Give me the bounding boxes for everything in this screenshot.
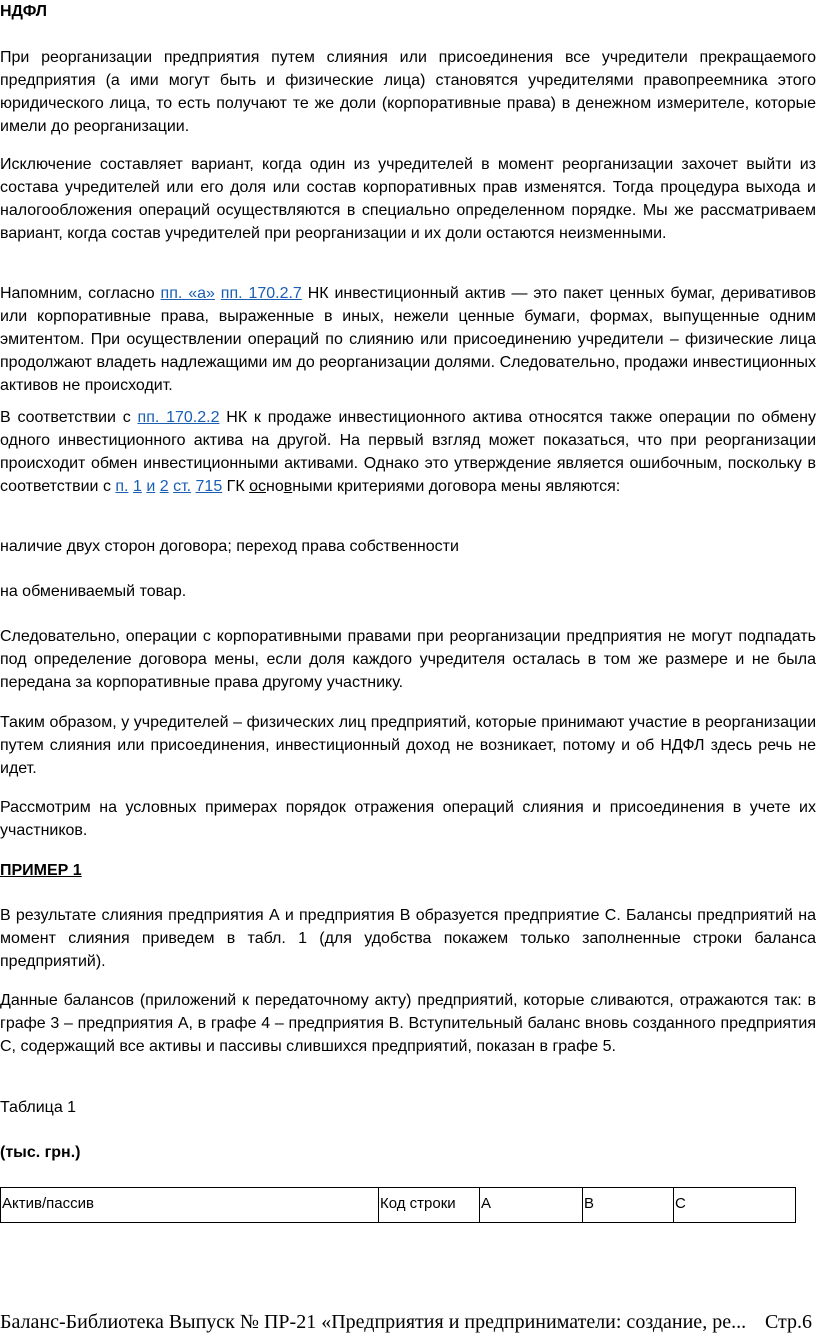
link-2[interactable]: 2 [159, 478, 169, 495]
paragraph-11: Данные балансов (приложений к передаточному акту) предприятий, которые сливаются, отражаются так: в графе 3 – предприятия А, в графе 4 – предприятия В. Вступительный баланс вновь созданного предприятия С, содержащий все активы и пассивы слившихся предприятий, показан в графе 5. [0, 992, 816, 1055]
table-caption: Таблица 1 [0, 1099, 77, 1116]
paragraph-4: В соответствии с пп. 170.2.2 НК к продаже инвестиционного актива относятся также операции по обмену одного инвестиционного актива на другой. На первый взгляд может показаться, что при реорганизации происходит обмен инвестиционными активами. Однако это утверждение является ошибочным, поскольку в соответствии с п. 1 и 2 ст. 715 ГК основными критериями договора мены являются: [0, 409, 816, 495]
balance-table [0, 1187, 796, 1223]
link-1[interactable]: 1 [132, 478, 142, 495]
paragraph-3: Напомним, согласно пп. «а» пп. 170.2.7 НК инвестиционный актив — это пакет ценных бумаг, деривативов или корпоративные права, выраженные в иных, нежели ценные бумаги, формах, выпущенные одним эмитентом. При осуществлении операций по слиянию или присоединению учредители – физические лица продолжают владеть надлежащими им до реорганизации долями. Следовательно, продажи инвестиционных активов не происходит. [0, 285, 816, 394]
page-number: Стр.6 [764, 1311, 812, 1333]
col-b: В [584, 1195, 595, 1212]
link-pp-170-2-7[interactable]: пп. 170.2.7 [220, 285, 302, 302]
page-footer [0, 1308, 816, 1336]
paragraph-7: Следовательно, операции с корпоративными правами при реорганизации предприятия не могут подпадать под определение договора мены, если доля каждого учредителя осталась в том же размере и не была передана за корпоративные права другому участнику. [0, 628, 816, 691]
section-heading: НДФЛ [0, 3, 48, 20]
link-pp-a[interactable]: пп. «а» [160, 285, 215, 302]
col-aktiv-passiv: Актив/пассив [2, 1195, 94, 1212]
table-units: (тыс. грн.) [0, 1144, 81, 1161]
link-pp-170-2-2[interactable]: пп. 170.2.2 [137, 409, 220, 426]
link-st[interactable]: ст. [173, 478, 192, 495]
paragraph-2: Исключение составляет вариант, когда один из учредителей в момент реорганизации захочет выйти из состава учредителей или его доля или состав корпоративных прав изменятся. Тогда процедура выхода и налогообложения операций осуществляются в специально определенном порядке. Мы же рассматриваем вариант, когда состав учредителей при реорганизации и их доли остаются неизменными. [0, 156, 816, 242]
link-715[interactable]: 715 [195, 478, 223, 495]
paragraph-6: на обмениваемый товар. [0, 583, 187, 600]
paragraph-8: Таким образом, у учредителей – физических лиц предприятий, которые принимают участие в реорганизации путем слияния или присоединения, инвестиционный доход не возникает, потому и об НДФЛ здесь речь не идет. [0, 714, 816, 777]
col-kod-stroki: Код строки [380, 1195, 456, 1212]
col-a: А [481, 1195, 492, 1212]
table-header-row [0, 1188, 796, 1222]
col-c: С [675, 1195, 686, 1212]
footer-text: Баланс-Библиотека Выпуск № ПР-21 «Предприятия и предприниматели: создание, ре... [0, 1311, 747, 1333]
paragraph-1: При реорганизации предприятия путем слияния или присоединения все учредители прекращаемого предприятия (а ими могут быть и физические лица) становятся учредителями правопреемника этого юридического лица, то есть получают те же доли (корпоративные права) в денежном измерителе, которые имели до реорганизации. [0, 49, 816, 135]
link-p[interactable]: п. [115, 478, 129, 495]
example-title: ПРИМЕР 1 [0, 862, 82, 879]
paragraph-10: В результате слияния предприятия А и предприятия В образуется предприятие С. Балансы предприятий на момент слияния приведем в табл. 1 (для удобства покажем только заполненные строки баланса предприятий). [0, 907, 816, 970]
link-i[interactable]: и [146, 478, 156, 495]
paragraph-9: Рассмотрим на условных примерах порядок отражения операций слияния и присоединения в учете их участников. [0, 799, 816, 839]
paragraph-5: наличие двух сторон договора; переход права собственности [0, 538, 459, 555]
